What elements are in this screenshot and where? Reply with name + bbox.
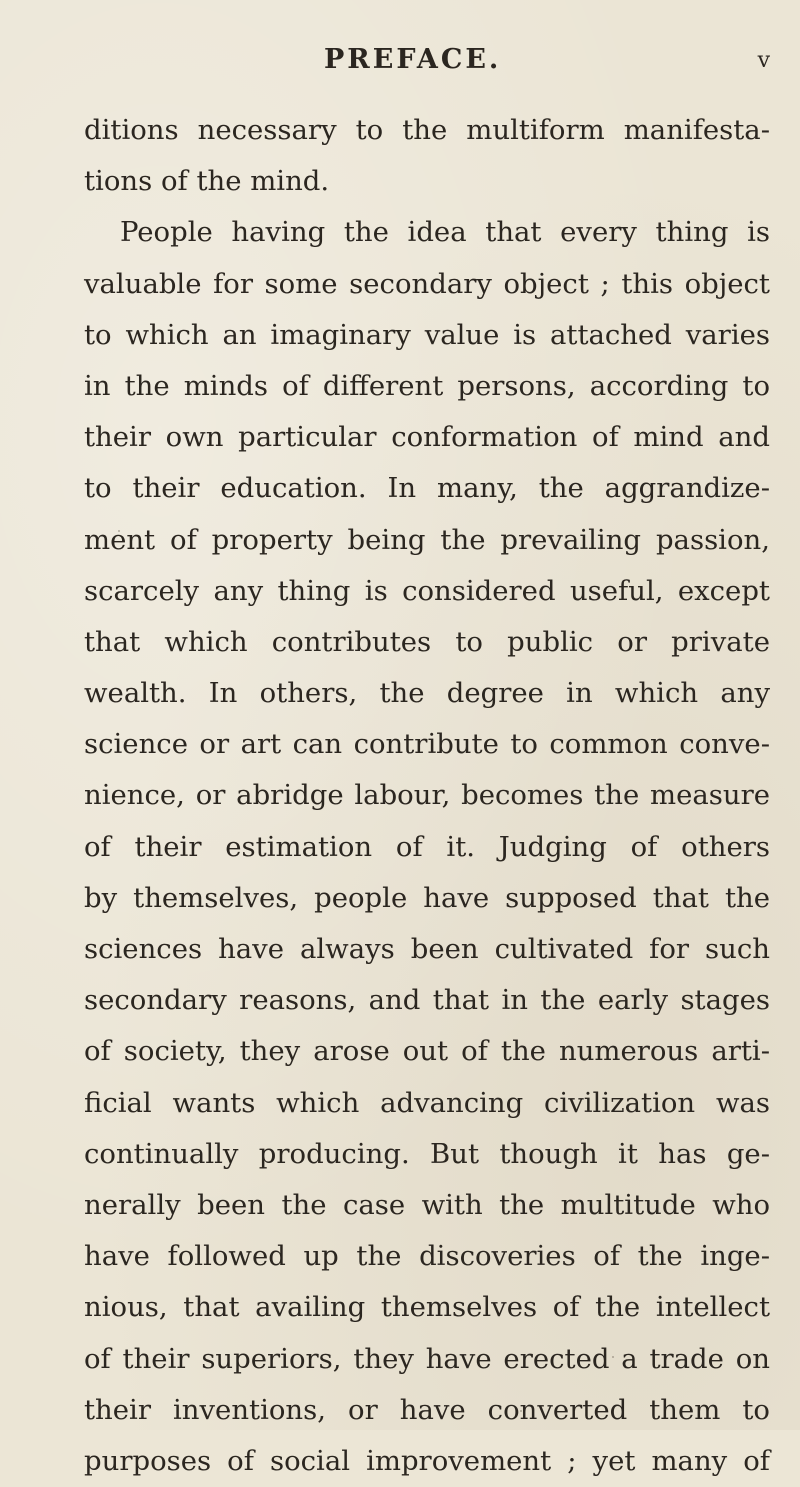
text-line: in the minds of different persons, according to bbox=[84, 369, 770, 402]
page-number: v bbox=[757, 48, 770, 73]
text-line: scarcely any thing is considered useful, except bbox=[84, 574, 770, 607]
paper-speck bbox=[520, 1410, 522, 1412]
text-line: that which contributes to public or private bbox=[84, 625, 770, 658]
text-line: their inventions, or have converted them to bbox=[84, 1393, 770, 1426]
text-line: by themselves, people have supposed that the bbox=[84, 881, 770, 914]
text-line: ment of property being the prevailing passion, bbox=[84, 523, 770, 556]
text-line: sciences have always been cultivated for such bbox=[84, 933, 770, 965]
text-line: of their estimation of it. Judging of others bbox=[84, 830, 770, 863]
text-line: of society, they arose out of the numerous arti- bbox=[84, 1035, 770, 1068]
text-line: purposes of social improvement ; yet many of bbox=[84, 1444, 770, 1477]
body-text bbox=[84, 105, 770, 1487]
text-line: valuable for some secondary object ; this object bbox=[84, 267, 770, 300]
text-line: nious, that availing themselves of the intellect bbox=[84, 1291, 770, 1324]
text-line: ditions necessary to the multiform manifesta- bbox=[84, 114, 770, 146]
running-head-title: PREFACE. bbox=[324, 44, 502, 75]
text-line: nerally been the case with the multitude who bbox=[84, 1188, 770, 1221]
text-line: ficial wants which advancing civilization was bbox=[84, 1086, 770, 1119]
text-line: People having the idea that every thing is bbox=[120, 216, 770, 249]
paper-speck bbox=[118, 530, 120, 532]
text-line: secondary reasons, and that in the early stages bbox=[84, 984, 770, 1017]
text-line: nience, or abridge labour, becomes the measure bbox=[84, 779, 770, 812]
text-line: have followed up the discoveries of the inge- bbox=[84, 1240, 770, 1273]
paper-speck bbox=[612, 1356, 614, 1358]
text-line: of their superiors, they have erected a trade on bbox=[84, 1342, 770, 1375]
text-line: science or art can contribute to common conve- bbox=[84, 728, 770, 761]
text-line: continually producing. But though it has ge- bbox=[84, 1137, 770, 1170]
text-line: their own particular conformation of mind and bbox=[84, 421, 770, 454]
text-line: to which an imaginary value is attached varies bbox=[84, 318, 770, 351]
paper-speck bbox=[736, 1250, 738, 1252]
text-line: to their education. In many, the aggrandize- bbox=[84, 472, 770, 505]
text-line: tions of the mind. bbox=[84, 165, 330, 198]
text-line: wealth. In others, the degree in which any bbox=[84, 677, 770, 710]
running-head bbox=[84, 44, 774, 80]
